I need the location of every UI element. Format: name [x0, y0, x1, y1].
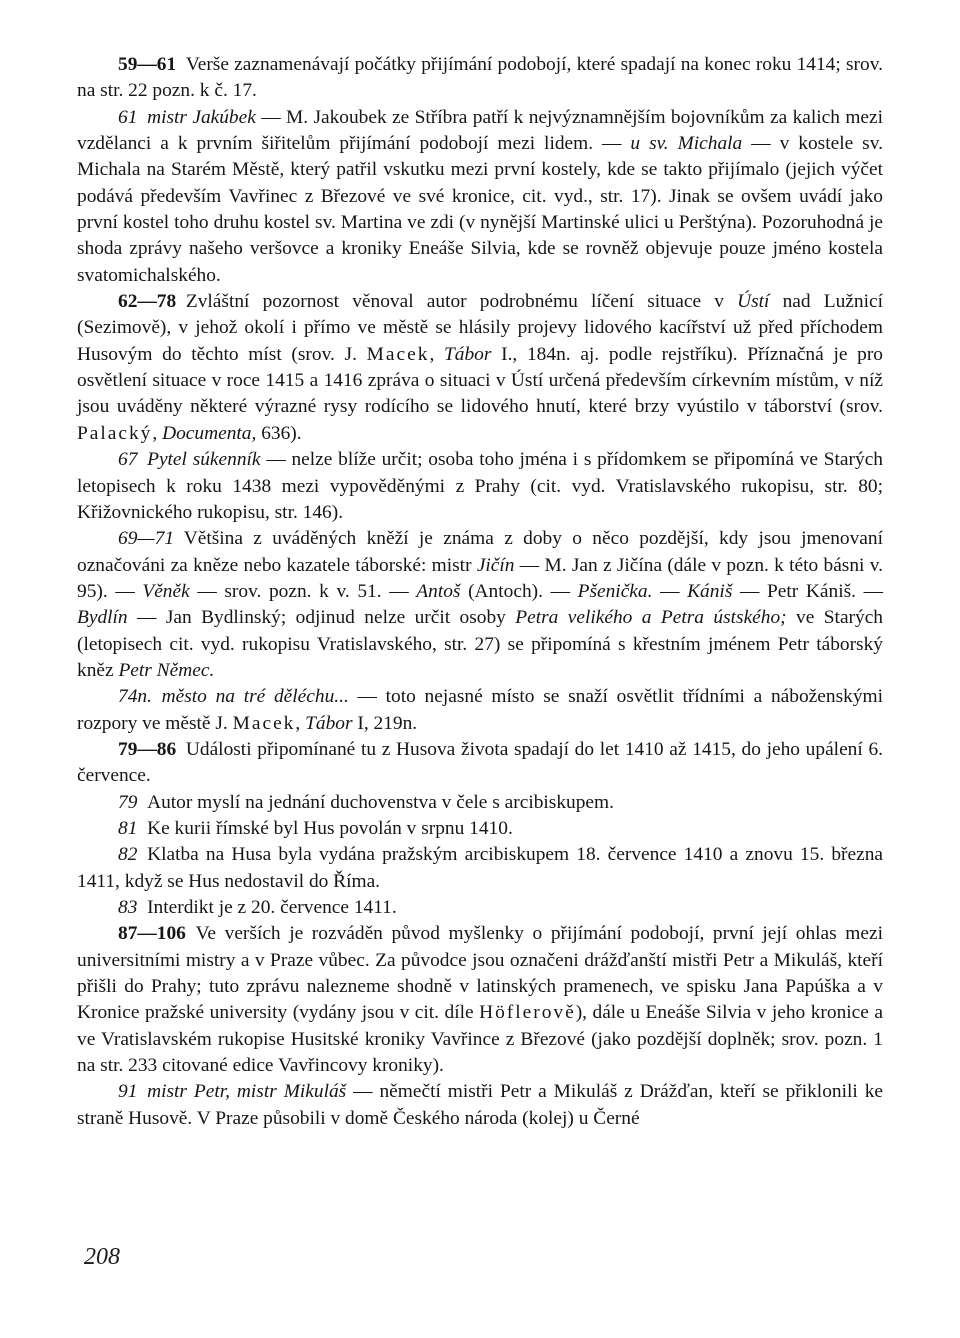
note-paragraph: [77, 816, 883, 842]
italic-text: Petr Němec.: [118, 659, 215, 681]
note-text: — M. Jakoubek ze Stříbra patří k nejvýznamnějším bojovníkům za kalich mezi vzdělanci a k prvním šiřitelům přijímání podobojí mezi lidem. —: [77, 106, 883, 155]
note-text: (Antoch). —: [460, 580, 578, 602]
italic-text: Pšenička.: [577, 580, 653, 602]
italic-text: Věněk: [142, 580, 190, 602]
note-text: Autor myslí na jednání duchovenstva v čele s arcibiskupem.: [147, 791, 614, 813]
note-text: 636).: [256, 422, 302, 444]
verse-reference: 61: [118, 106, 138, 128]
verse-reference: 74n.: [118, 686, 152, 708]
note-paragraph: [77, 289, 883, 447]
verse-reference: 91: [118, 1081, 138, 1103]
note-text: Klatba na Husa byla vydána pražským arcibiskupem 18. července 1410 a znovu 15. března 1411, když se Hus nedostavil do Říma.: [77, 844, 883, 892]
note-text: ,: [152, 422, 163, 444]
note-paragraph: [77, 790, 883, 816]
italic-text: město na tré děléchu...: [161, 686, 349, 708]
note-text: ,: [429, 343, 444, 365]
note-text: Zvláštní pozornost věnoval autor podrobnému líčení situace v: [185, 291, 738, 313]
note-paragraph: [77, 526, 883, 684]
spaced-author-name: Macek: [232, 712, 296, 734]
note-paragraph: [77, 1079, 883, 1132]
note-paragraph: [77, 842, 883, 895]
note-text: — němečtí mistři Petr a Mikuláš z Drážďan, kteří se přiklonili ke straně Husově. V Praze působili v domě Českého národa (kolej) u Černé: [77, 1081, 883, 1129]
note-text: nad Lužnicí (Sezimově), v jehož okolí i přímo ve městě se hlásily projevy lidového kacířství už před příchodem Husovým do těchto míst (srov. J.: [77, 291, 883, 365]
note-text: ), dále u Eneáše Silvia v jeho kronice a ve Vratislavském rukopise Husitské kroniky Vavřince z Březové (jako pozdější doplněk; srov. pozn. 1 na str. 233 citované edice Vavřincovy kroniky).: [77, 1002, 883, 1077]
verse-reference: 83: [118, 897, 138, 918]
note-paragraph: [77, 105, 883, 289]
note-text: — srov. pozn. k v. 51. —: [189, 580, 417, 602]
italic-text: Ústí: [737, 291, 770, 313]
note-paragraph: [77, 52, 883, 105]
note-text: —: [652, 580, 688, 602]
italic-text: Antoš: [416, 580, 461, 602]
italic-text: u sv. Michala: [630, 133, 743, 155]
verse-reference: 67: [118, 449, 138, 471]
italic-text: mistr Petr, mistr Mikuláš: [147, 1081, 347, 1103]
verse-reference: 79: [118, 791, 138, 813]
italic-text: mistr Jakúbek: [147, 106, 256, 128]
verse-reference: 69—71: [118, 528, 175, 550]
note-paragraph: [77, 895, 883, 921]
spaced-author-name: Palacký: [77, 422, 153, 444]
italic-text: Tábor: [305, 712, 353, 734]
verse-reference: 62—78: [118, 291, 177, 313]
verse-reference: 81: [118, 817, 138, 839]
italic-text: Petra velikého a Petra ústského;: [515, 607, 787, 629]
note-text: ,: [295, 712, 306, 734]
italic-text: Bydlín: [77, 607, 128, 629]
verse-reference: 59—61: [118, 54, 177, 75]
note-text: Události připomínané tu z Husova života spadají do let 1410 až 1415, do jeho upálení 6. července.: [77, 738, 883, 787]
note-text: Většina z uváděných kněží je známa z doby o něco pozdější, kdy jsou jmenovaní označováni za kněze nebo kazatele táborské: mistr: [77, 528, 883, 576]
verse-reference: 79—86: [118, 738, 177, 760]
note-text: Verše zaznamenávají počátky přijímání podobojí, které spadají na konec roku 1414; srov. na str. 22 pozn. k č. 17.: [77, 54, 883, 102]
note-text: — Petr Kániš. —: [732, 580, 884, 602]
note-text: — v kostele sv. Michala na Starém Městě, který patřil vskutku mezi první kostely, kde se takto přijímalo (jejich výčet podává především Vavřinec z Březové ve své kronice, cit. vyd., str. 17). Jinak se ovšem uvádí jako první kostel toho druhu kostel sv. Martina ve zdi (v nynější Martinské ulici u Perštýna). Pozoruhodná je shoda zprávy našeho veršovce a kroniky Eneáše Silvia, kde se rovněž objevuje pouze jméno kostela svatomichalského.: [77, 133, 883, 286]
italic-text: Pytel súkenník: [147, 449, 261, 471]
note-text: ve Starých (letopisech cit. vyd. rukopisu Vratislavského, str. 27) se připomíná s křestním jménem Petr táborský kněz: [77, 607, 883, 681]
italic-text: Documenta,: [162, 422, 257, 444]
verse-reference: 82: [118, 844, 138, 866]
note-text: — toto nejasné místo se snaží osvětlit třídními a náboženskými rozpory ve městě J.: [77, 686, 883, 734]
note-text: — nelze blíže určit; osoba toho jména i s přídomkem se připomíná ve Starých letopisech k roku 1438 mezi vypověděnými z Prahy (cit. vyd. Vratislavského rukopisu, str. 80; Křižovnického rukopisu, str. 146).: [77, 449, 883, 523]
note-text: Interdikt je z 20. července 1411.: [147, 897, 397, 918]
commentary-notes: [77, 52, 883, 1132]
spaced-author-name: Höflerově: [479, 1002, 576, 1024]
italic-text: Kániš: [687, 580, 733, 602]
note-text: I., 184n. aj. podle rejstříku). Příznačná je pro osvětlení situace v roce 1415 a 1416 zpráva o situaci v Ústí určená především církevním místům, v níž jsou uváděny některé výrazné rysy rodícího se lidového hnutí, které brzy vyústilo v táborství (srov.: [77, 343, 883, 418]
note-text: I, 219n.: [352, 712, 418, 734]
note-text: — M. Jan z Jičína (dále v pozn. k této básni v. 95). —: [77, 554, 883, 602]
italic-text: Jičín: [476, 554, 515, 576]
note-text: — Jan Bydlinský; odjinud nelze určit osoby: [127, 607, 516, 629]
italic-text: Tábor: [444, 343, 492, 365]
note-paragraph: [77, 921, 883, 1079]
note-text: Ve verších je rozváděn původ myšlenky o přijímání podobojí, první její ohlas mezi universitními mistry a v Praze vůbec. Za původce jsou označeni drážďanští mistři Petr a Mikuláš, kteří přišli do Prahy; tuto zprávu nalezneme shodně v latinských pramenech, ve spisku Jana Papúška a v Kronice pražské university (vydány jsou v cit. díle: [77, 923, 883, 1024]
note-paragraph: [77, 737, 883, 790]
spaced-author-name: Macek: [366, 343, 430, 365]
note-text: Ke kurii římské byl Hus povolán v srpnu 1410.: [147, 817, 513, 839]
note-paragraph: [77, 447, 883, 526]
note-paragraph: [77, 684, 883, 737]
page-number: 208: [84, 1244, 120, 1270]
verse-reference: 87—106: [118, 923, 186, 945]
